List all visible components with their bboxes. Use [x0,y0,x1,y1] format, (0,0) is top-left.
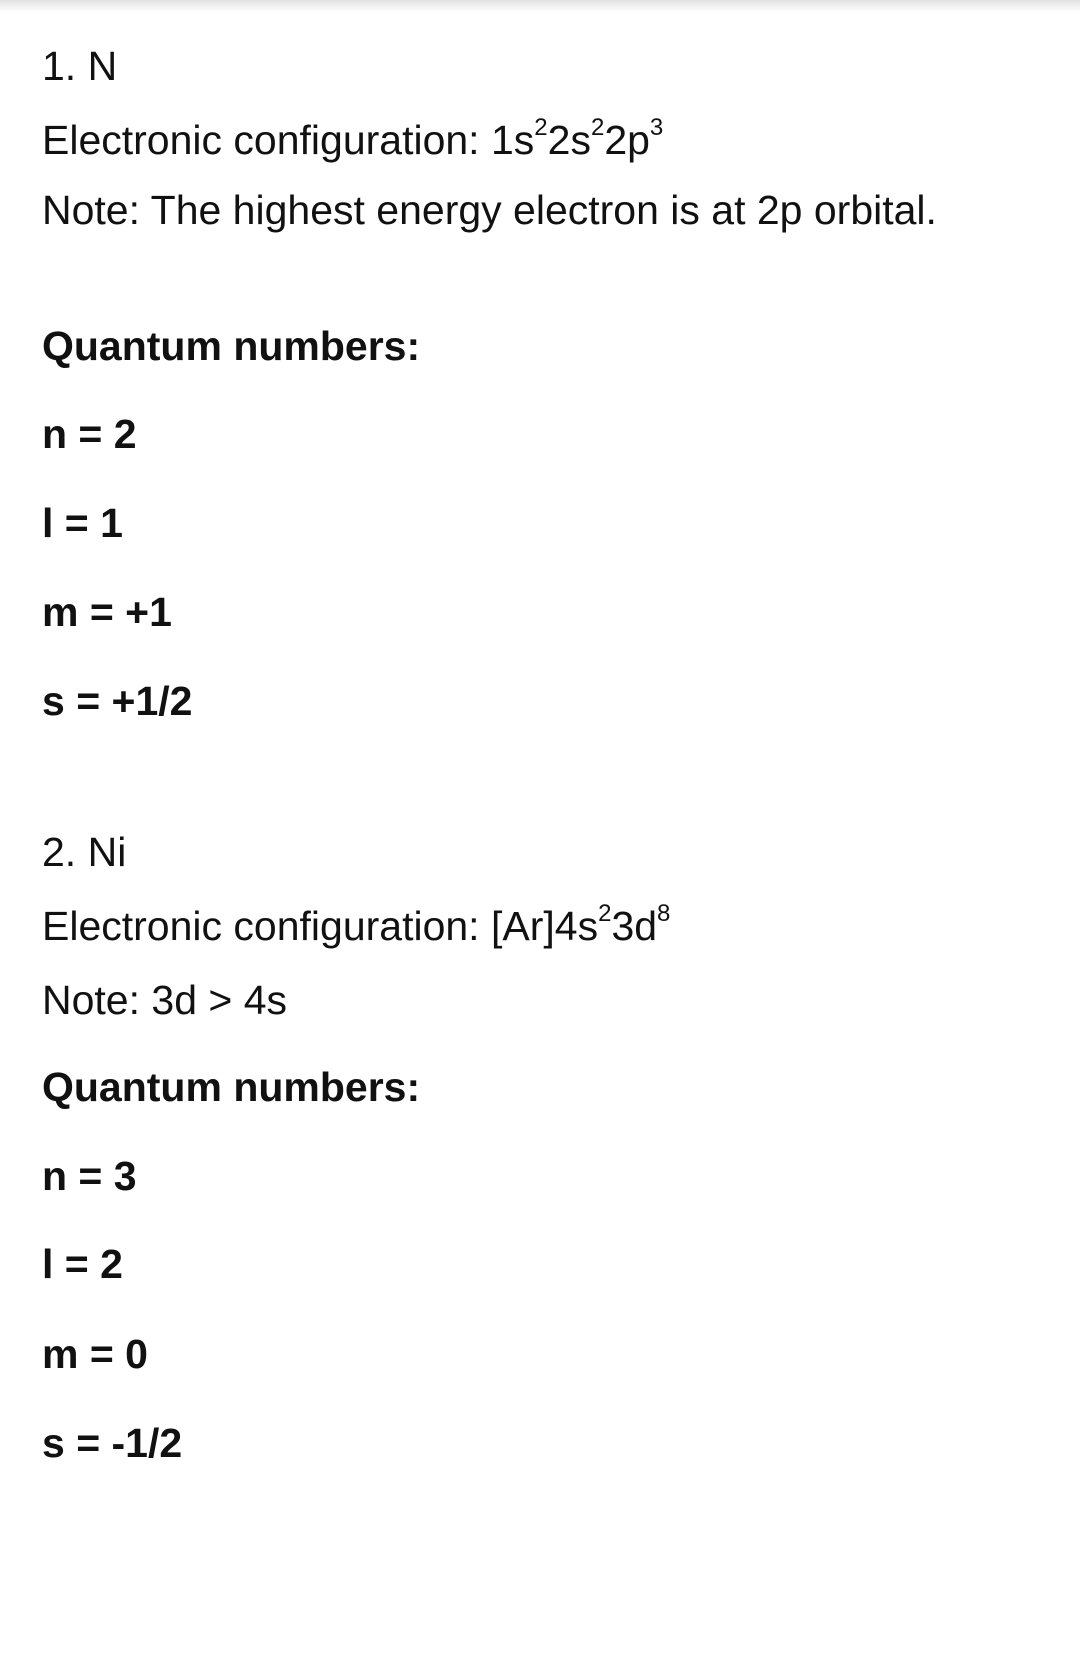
section-1-l: l = 1 [42,500,123,546]
config-prefix: [Ar] [490,903,555,949]
orbital-2p: $2p^3$ [604,114,664,163]
section-2-s: s = -1/2 [42,1420,183,1466]
section-1-heading: 1. N [42,43,118,89]
config-label: Electronic configuration: [42,903,491,949]
section-2-configuration [42,900,670,952]
config-label: Electronic configuration: [42,117,491,163]
section-1-note: Note: The highest energy electron is at 2p orbital. [42,187,937,233]
section-2-l: l = 2 [42,1241,123,1287]
orbital-1s: $1s^2$ [490,114,548,163]
section-1-m: m = +1 [42,589,172,635]
section-1-s: s = +1/2 [42,678,193,724]
section-1-n: n = 2 [42,411,137,457]
section-2-n: n = 3 [42,1153,137,1199]
top-shadow [0,0,1080,12]
section-1-quantum-title: Quantum numbers: [42,323,421,369]
orbital-2s: $2s^2$ [547,114,605,163]
orbital-4s: $4s^2$ [554,900,612,949]
section-1-configuration [42,114,663,166]
orbital-3d: $3d^8$ [611,900,671,949]
section-2-quantum-title: Quantum numbers: [42,1064,421,1110]
section-2-m: m = 0 [42,1331,148,1377]
section-2-heading: 2. Ni [42,829,127,875]
section-2-note: Note: 3d > 4s [42,977,288,1023]
